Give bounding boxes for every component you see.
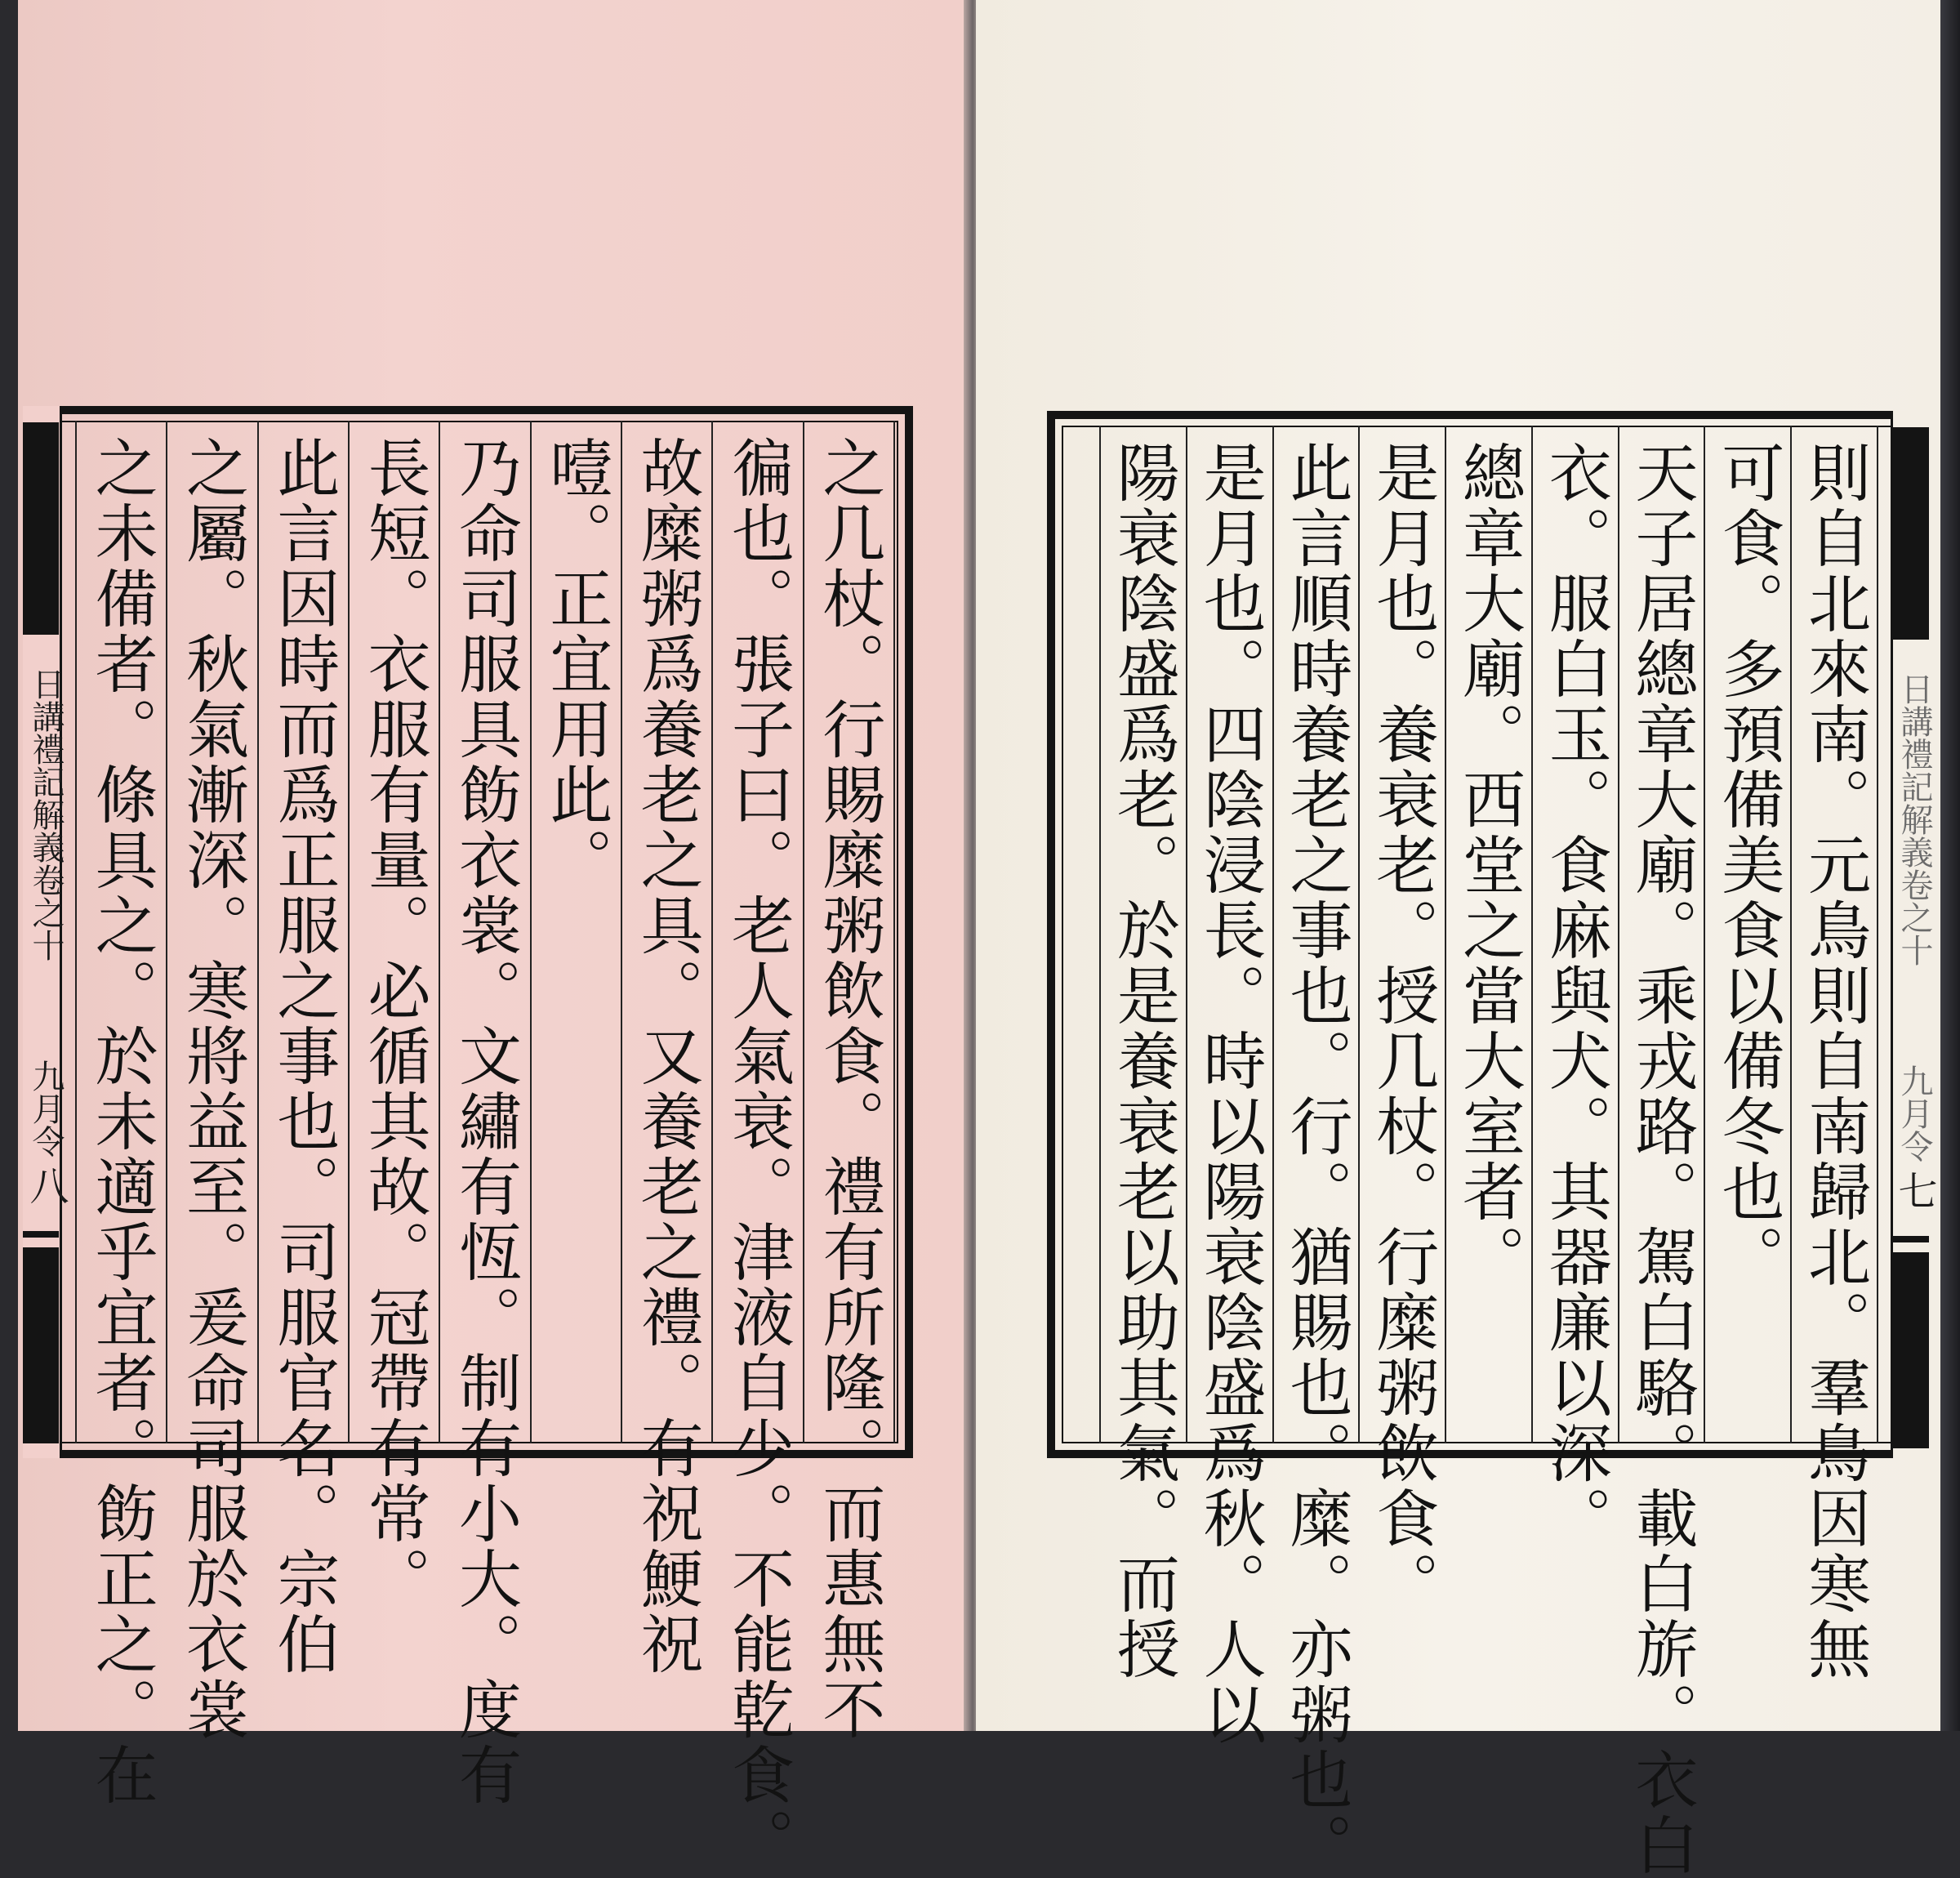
left-margin-chapter: 九月令 bbox=[27, 1059, 65, 1158]
left-text-column: 之几杖。行賜糜粥飲食。禮有所隆。而惠無不 bbox=[812, 435, 885, 1742]
right-margin-title: 日講禮記解義卷之十 bbox=[1895, 672, 1933, 966]
left-text-column: 噎。正宜用此。 bbox=[539, 435, 612, 893]
right-margin-strip bbox=[1891, 411, 1937, 1458]
left-text-column: 長短。衣服有量。必循其故。冠帶有常。 bbox=[357, 435, 430, 1612]
left-column-rule bbox=[893, 421, 895, 1443]
right-column-rule bbox=[1272, 426, 1274, 1443]
left-column-rule bbox=[711, 421, 713, 1443]
right-text-column: 天子居總章大廟。乘戎路。駕白駱。載白旂。衣白 bbox=[1624, 440, 1698, 1878]
left-text-column: 乃命司服具飭衣裳。文繡有恆。制有小大。度有 bbox=[448, 435, 521, 1808]
left-column-rule bbox=[348, 421, 350, 1443]
left-column-rule bbox=[439, 421, 440, 1443]
right-column-rule bbox=[1704, 426, 1705, 1443]
right-text-column: 則自北來南。元鳥則自南歸北。羣鳥因寒無 bbox=[1797, 440, 1871, 1682]
right-column-rule bbox=[1445, 426, 1446, 1443]
right-column-rule bbox=[1358, 426, 1360, 1443]
left-column-rule bbox=[257, 421, 259, 1443]
right-column-rule bbox=[1099, 426, 1101, 1443]
right-column-rule bbox=[1618, 426, 1619, 1443]
right-text-column: 是月也。四陰浸長。時以陽衰陰盛爲秋。人以 bbox=[1192, 440, 1266, 1747]
right-column-rule bbox=[1790, 426, 1792, 1443]
left-text-column: 徧也。張子曰。老人氣衰。津液自少。不能乾食。 bbox=[721, 435, 794, 1873]
right-text-column: 是月也。養衰老。授几杖。行糜粥飲食。 bbox=[1365, 440, 1439, 1617]
background-edge bbox=[1940, 0, 1960, 1731]
right-margin-chapter: 九月令 bbox=[1895, 1064, 1933, 1162]
left-column-rule bbox=[75, 421, 77, 1443]
left-margin-page: 八 bbox=[23, 1166, 69, 1205]
left-column-rule bbox=[530, 421, 532, 1443]
left-text-column: 故糜粥爲養老之具。又養老之禮。有祝鯁祝 bbox=[630, 435, 703, 1677]
left-column-rule bbox=[166, 421, 167, 1443]
left-text-column: 之屬。秋氣漸深。寒將益至。爰命司服於衣裳 bbox=[176, 435, 248, 1742]
right-text-column: 總章大廟。西堂之當大室者。 bbox=[1452, 440, 1525, 1290]
left-margin-strip bbox=[23, 406, 69, 1458]
right-column-rule bbox=[1186, 426, 1187, 1443]
right-column-rule bbox=[1877, 426, 1878, 1443]
left-column-rule bbox=[621, 421, 622, 1443]
right-margin-page: 七 bbox=[1891, 1171, 1937, 1210]
left-text-column: 之未備者。條具之。於未適乎宜者。飭正之。在 bbox=[84, 435, 158, 1808]
left-margin-title: 日講禮記解義卷之十 bbox=[27, 667, 65, 961]
right-text-column: 可食。多預備美食以備冬也。 bbox=[1711, 440, 1784, 1290]
right-text-column: 此言順時養老之事也。行。猶賜也。糜。亦粥也。 bbox=[1279, 440, 1352, 1878]
right-text-column: 衣。服白玉。食麻與犬。其器廉以深。 bbox=[1538, 440, 1611, 1551]
right-column-rule bbox=[1531, 426, 1533, 1443]
left-text-column: 此言因時而爲正服之事也。司服官名。宗伯 bbox=[266, 435, 340, 1677]
right-text-column: 陽衰陰盛爲老。於是養衰老以助其氣。而授 bbox=[1106, 440, 1179, 1682]
left-column-rule bbox=[803, 421, 804, 1443]
